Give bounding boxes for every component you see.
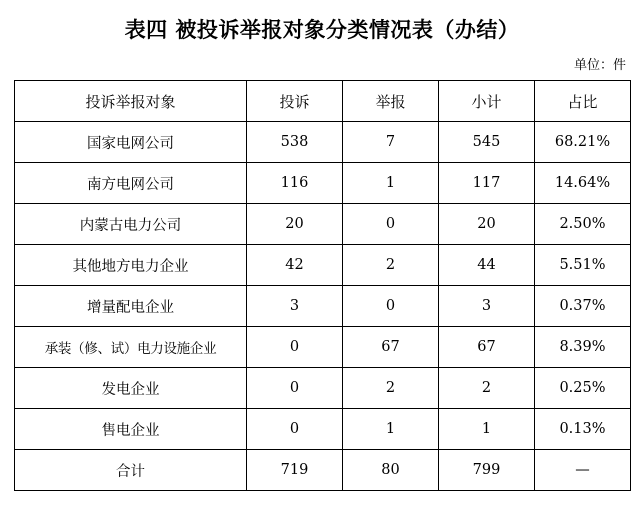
cell-subtotal: 1 — [439, 409, 535, 450]
cell-subtotal: 3 — [439, 286, 535, 327]
cell-total-report: 80 — [343, 450, 439, 491]
row-label: 发电企业 — [15, 368, 247, 409]
cell-subtotal: 2 — [439, 368, 535, 409]
row-label: 售电企业 — [15, 409, 247, 450]
cell-report: 1 — [343, 163, 439, 204]
table-header — [15, 81, 631, 122]
row-label: 承装（修、试）电力设施企业 — [15, 327, 247, 368]
table-container — [0, 80, 644, 491]
unit-note: 单位：件 — [573, 58, 626, 73]
cell-subtotal: 44 — [439, 245, 535, 286]
cell-total-subtotal: 799 — [439, 450, 535, 491]
complaint-classification-table — [14, 80, 631, 491]
column-header-complaint: 投诉 — [247, 81, 343, 122]
column-header-subtotal: 小计 — [439, 81, 535, 122]
column-header-ratio: 占比 — [535, 81, 631, 122]
table-row — [15, 409, 631, 450]
row-label-total: 合计 — [15, 450, 247, 491]
cell-total-ratio: — — [535, 450, 631, 491]
cell-subtotal: 545 — [439, 122, 535, 163]
cell-ratio: 2.50% — [535, 204, 631, 245]
cell-report: 0 — [343, 286, 439, 327]
cell-complaint: 116 — [247, 163, 343, 204]
cell-complaint: 538 — [247, 122, 343, 163]
cell-ratio: 14.64% — [535, 163, 631, 204]
column-header-object: 投诉举报对象 — [15, 81, 247, 122]
cell-report: 7 — [343, 122, 439, 163]
cell-complaint: 3 — [247, 286, 343, 327]
table-header-row — [15, 81, 631, 122]
cell-report: 2 — [343, 368, 439, 409]
cell-complaint: 42 — [247, 245, 343, 286]
page-title: 表四 被投诉举报对象分类情况表（办结） — [124, 17, 520, 42]
table-row — [15, 122, 631, 163]
cell-report: 0 — [343, 204, 439, 245]
table-row — [15, 204, 631, 245]
cell-subtotal: 67 — [439, 327, 535, 368]
cell-subtotal: 117 — [439, 163, 535, 204]
cell-complaint: 20 — [247, 204, 343, 245]
row-label: 增量配电企业 — [15, 286, 247, 327]
table-total-row — [15, 450, 631, 491]
row-label: 南方电网公司 — [15, 163, 247, 204]
cell-total-complaint: 719 — [247, 450, 343, 491]
row-label: 其他地方电力企业 — [15, 245, 247, 286]
row-label: 国家电网公司 — [15, 122, 247, 163]
table-row — [15, 327, 631, 368]
cell-ratio: 0.25% — [535, 368, 631, 409]
table-row — [15, 245, 631, 286]
cell-report: 67 — [343, 327, 439, 368]
column-header-report: 举报 — [343, 81, 439, 122]
cell-ratio: 68.21% — [535, 122, 631, 163]
cell-complaint: 0 — [247, 327, 343, 368]
cell-subtotal: 20 — [439, 204, 535, 245]
table-row — [15, 286, 631, 327]
cell-complaint: 0 — [247, 368, 343, 409]
cell-ratio: 5.51% — [535, 245, 631, 286]
cell-complaint: 0 — [247, 409, 343, 450]
cell-report: 2 — [343, 245, 439, 286]
cell-report: 1 — [343, 409, 439, 450]
cell-ratio: 8.39% — [535, 327, 631, 368]
cell-ratio: 0.13% — [535, 409, 631, 450]
table-row — [15, 163, 631, 204]
table-row — [15, 368, 631, 409]
table-body — [15, 122, 631, 491]
cell-ratio: 0.37% — [535, 286, 631, 327]
row-label: 内蒙古电力公司 — [15, 204, 247, 245]
